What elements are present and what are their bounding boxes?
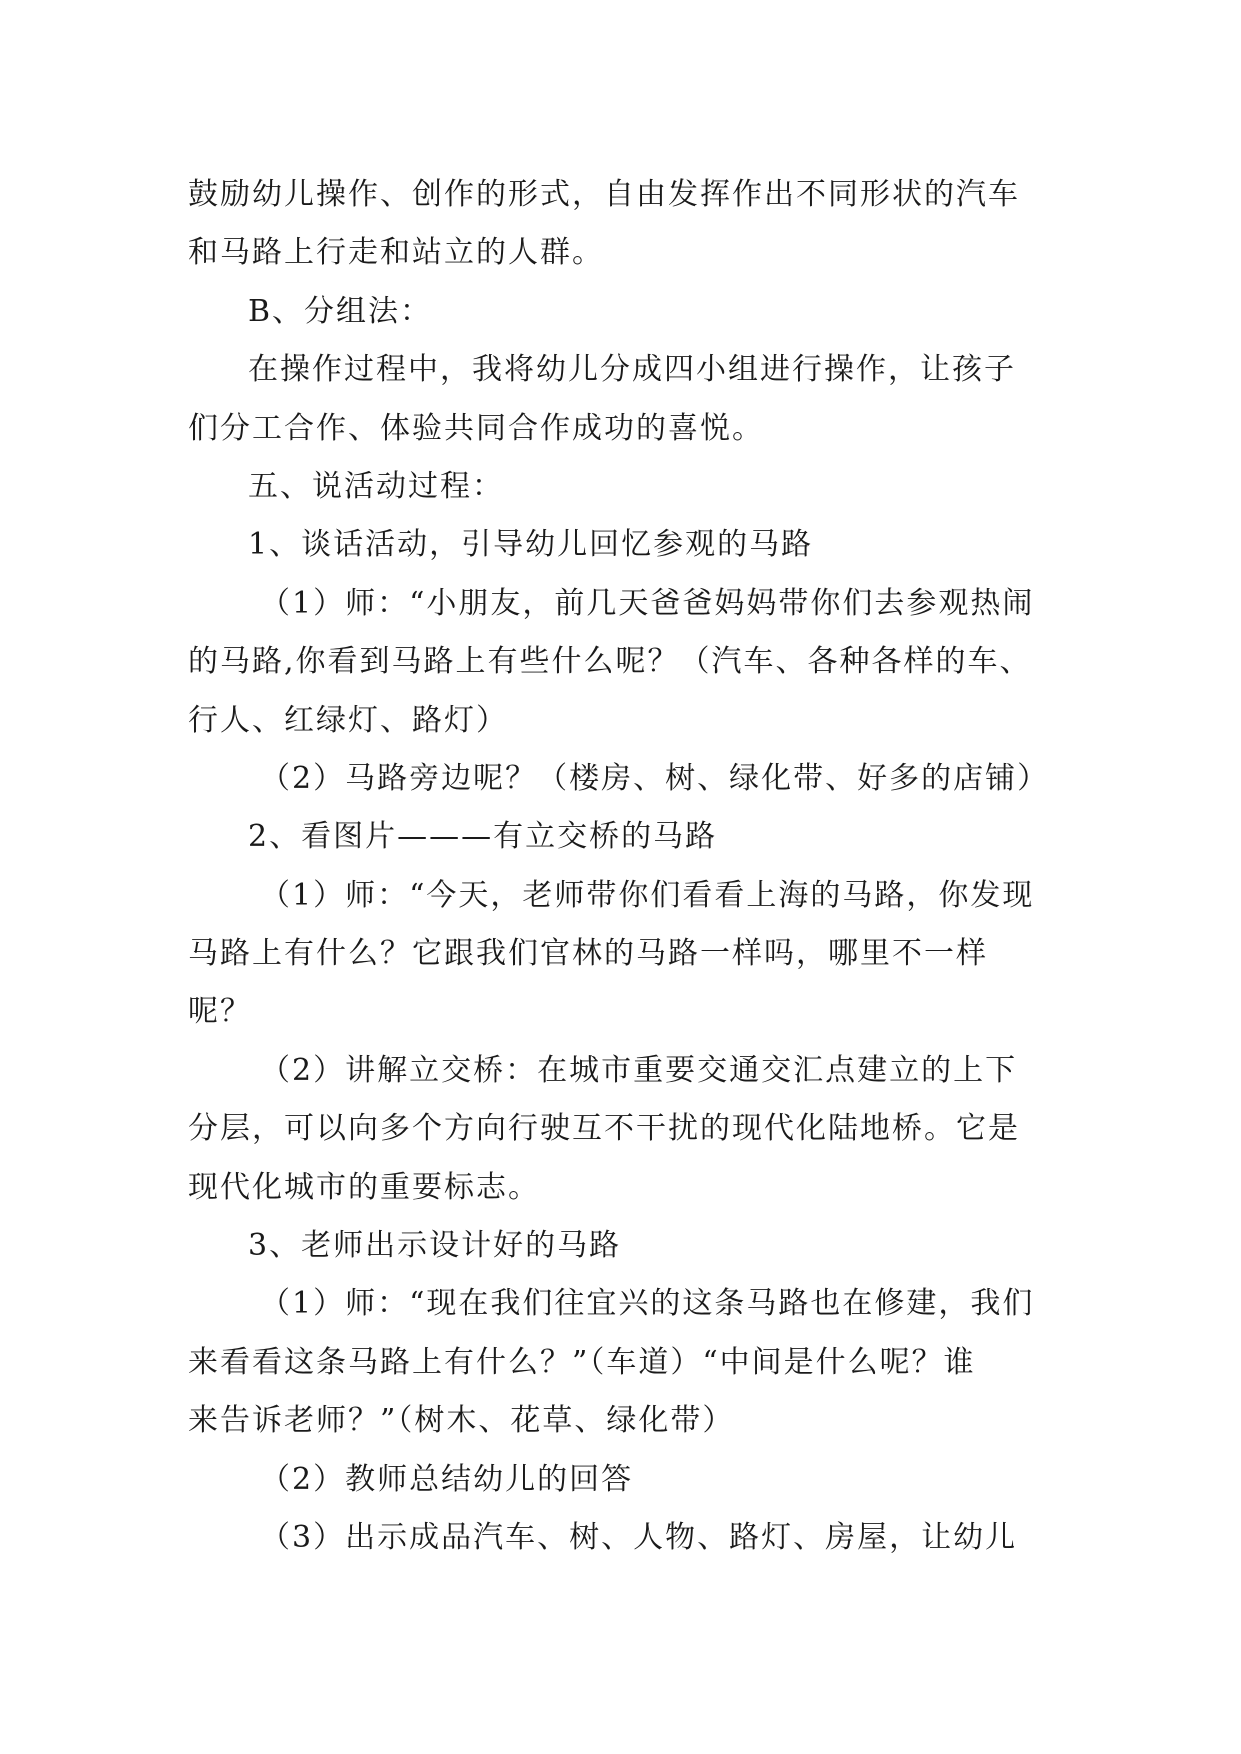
text-line: 呢？ <box>188 994 252 1030</box>
text-line: 来告诉老师？”（树木、花草、绿化带） <box>188 1403 735 1439</box>
text-line: 的马路,你看到马路上有些什么呢？（汽车、各种各样的车、 <box>188 644 1032 680</box>
text-line: 行人、红绿灯、路灯） <box>188 702 508 738</box>
text-line: （2）讲解立交桥：在城市重要交通交汇点建立的上下 <box>260 1052 1018 1088</box>
section-heading: 3、老师出示设计好的马路 <box>248 1228 622 1264</box>
text-line: （3）出示成品汽车、树、人物、路灯、房屋，让幼儿 <box>260 1519 1018 1555</box>
text-line: （1）师：“今天，老师带你们看看上海的马路，你发现 <box>260 877 1035 913</box>
text-line: 马路上有什么？它跟我们官林的马路一样吗，哪里不一样 <box>188 936 988 972</box>
text-line: （2）教师总结幼儿的回答 <box>260 1461 634 1497</box>
text-line: （2）马路旁边呢？（楼房、树、绿化带、好多的店铺） <box>260 760 1050 796</box>
text-line: （1）师：“小朋友，前几天爸爸妈妈带你们去参观热闹 <box>260 585 1035 621</box>
text-line: 和马路上行走和站立的人群。 <box>188 235 604 271</box>
text-line: （1）师：“现在我们往宜兴的这条马路也在修建，我们 <box>260 1286 1035 1322</box>
section-heading: 五、说活动过程： <box>248 468 504 504</box>
text-line: 鼓励幼儿操作、创作的形式，自由发挥作出不同形状的汽车 <box>188 177 1020 212</box>
text-line: 来看看这条马路上有什么？”（车道）“中间是什么呢？谁 <box>188 1344 976 1380</box>
text-line: 在操作过程中，我将幼儿分成四小组进行操作，让孩子 <box>248 352 1016 388</box>
text-line: 们分工合作、体验共同合作成功的喜悦。 <box>188 410 764 446</box>
section-heading: B、分组法： <box>248 293 433 329</box>
text-line: 现代化城市的重要标志。 <box>188 1169 540 1205</box>
section-heading: 1、谈话活动，引导幼儿回忆参观的马路 <box>248 527 814 563</box>
document-body <box>188 166 1054 1567</box>
text-line: 分层，可以向多个方向行驶互不干扰的现代化陆地桥。它是 <box>188 1111 1020 1147</box>
section-heading: 2、看图片———有立交桥的马路 <box>248 819 718 855</box>
